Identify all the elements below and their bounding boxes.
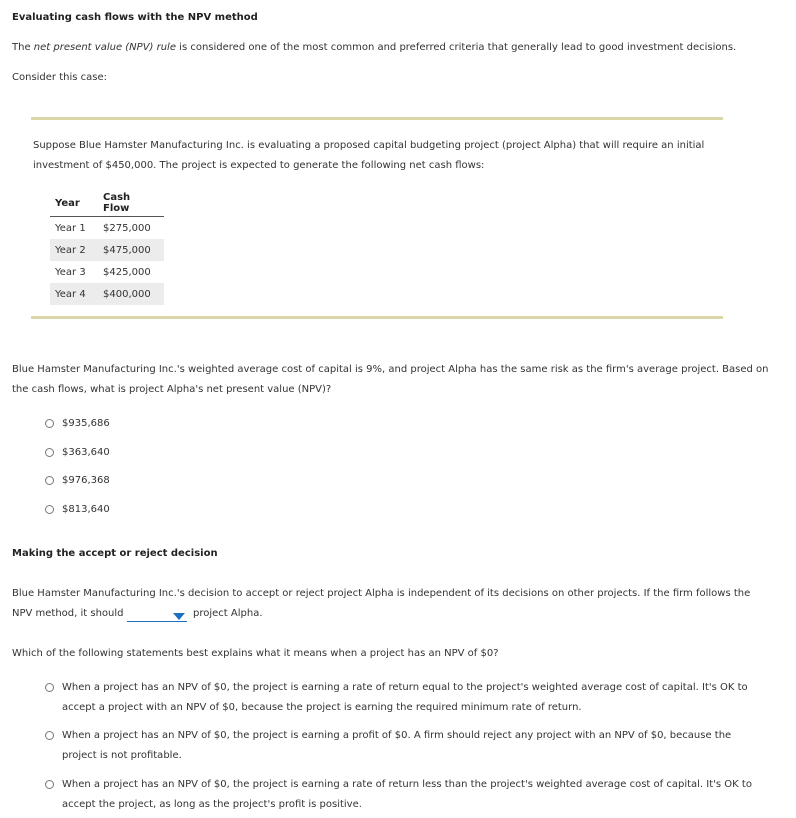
npv-zero-option-2-line-1[interactable]: When a project has an NPV of $0, the project is earning a profit of $0. A firm should reject any project with an NPV of $0, because the [62,730,732,741]
npv-zero-option-radio-2[interactable] [45,731,54,740]
table-header-row [50,192,164,217]
decision-line-2-before: NPV method, it should [12,608,124,619]
cash-flow-table [50,192,164,305]
intro-suffix: is considered one of the most common and preferred criteria that generally lead to good investment decisions. [176,42,737,53]
npv-zero-option-1-line-1[interactable]: When a project has an NPV of $0, the project is earning a rate of return equal to the project's weighted average cost of capital. It's OK to [62,682,748,693]
case-line-1: Suppose Blue Hamster Manufacturing Inc. is evaluating a proposed capital budgeting project (project Alpha) that will require an initial [33,140,705,151]
table-row [50,217,164,240]
table-row [50,239,164,261]
decision-line-2-after: project Alpha. [193,608,263,619]
npv-option-radio-3[interactable] [45,476,54,485]
npv-option-label-4[interactable]: $813,640 [62,504,110,515]
npv-option-label-3[interactable]: $976,368 [62,475,110,486]
npv-zero-option-radio-1[interactable] [45,683,54,692]
row-year: Year 4 [50,283,98,305]
intro-term: net present value (NPV) rule [33,42,176,53]
question1-line-1: Blue Hamster Manufacturing Inc.'s weighted average cost of capital is 9%, and project Alpha has the same risk as the firm's average project. Based on [12,364,769,375]
accept-reject-dropdown[interactable] [127,612,187,622]
consider-text: Consider this case: [12,72,107,83]
question1-line-2: the cash flows, what is project Alpha's net present value (NPV)? [12,384,332,395]
row-flow: $475,000 [98,239,164,261]
npv-option-radio-2[interactable] [45,448,54,457]
section-title-npv: Evaluating cash flows with the NPV method [12,12,258,23]
row-year: Year 2 [50,239,98,261]
case-line-2: investment of $450,000. The project is expected to generate the following net cash flows: [33,160,485,171]
npv-option-label-2[interactable]: $363,640 [62,447,110,458]
intro-prefix: The [12,42,34,53]
row-year: Year 1 [55,222,86,234]
row-year: Year 3 [55,266,86,278]
npv-zero-option-3-line-2[interactable]: accept the project, as long as the project's profit is positive. [62,799,362,810]
table-row [50,261,164,283]
row-flow: $425,000 [103,266,151,278]
npv-option-radio-1[interactable] [45,419,54,428]
header-cash-flow: Cash Flow [98,192,164,217]
chevron-down-icon[interactable] [173,613,185,620]
row-flow: $400,000 [98,283,164,305]
decision-line-1: Blue Hamster Manufacturing Inc.'s decision to accept or reject project Alpha is independent of its decisions on other projects. If the firm follows the [12,588,751,599]
case-top-rule [31,117,723,120]
question2-prompt: Which of the following statements best explains what it means when a project has an NPV of $0? [12,648,499,659]
case-bottom-rule [31,316,723,319]
npv-zero-option-3-line-1[interactable]: When a project has an NPV of $0, the project is earning a rate of return less than the project's weighted average cost of capital. It's OK to [62,779,752,790]
intro-paragraph [12,38,736,58]
header-year: Year [50,192,98,217]
npv-option-radio-4[interactable] [45,505,54,514]
npv-zero-option-1-line-2[interactable]: accept a project with an NPV of $0, because the project is earning the required minimum rate of return. [62,702,582,713]
row-flow: $275,000 [103,222,151,234]
npv-option-label-1[interactable]: $935,686 [62,418,110,429]
npv-zero-option-2-line-2[interactable]: project is not profitable. [62,750,182,761]
table-row [50,283,164,305]
section-title-decision: Making the accept or reject decision [12,548,218,559]
npv-zero-option-radio-3[interactable] [45,780,54,789]
